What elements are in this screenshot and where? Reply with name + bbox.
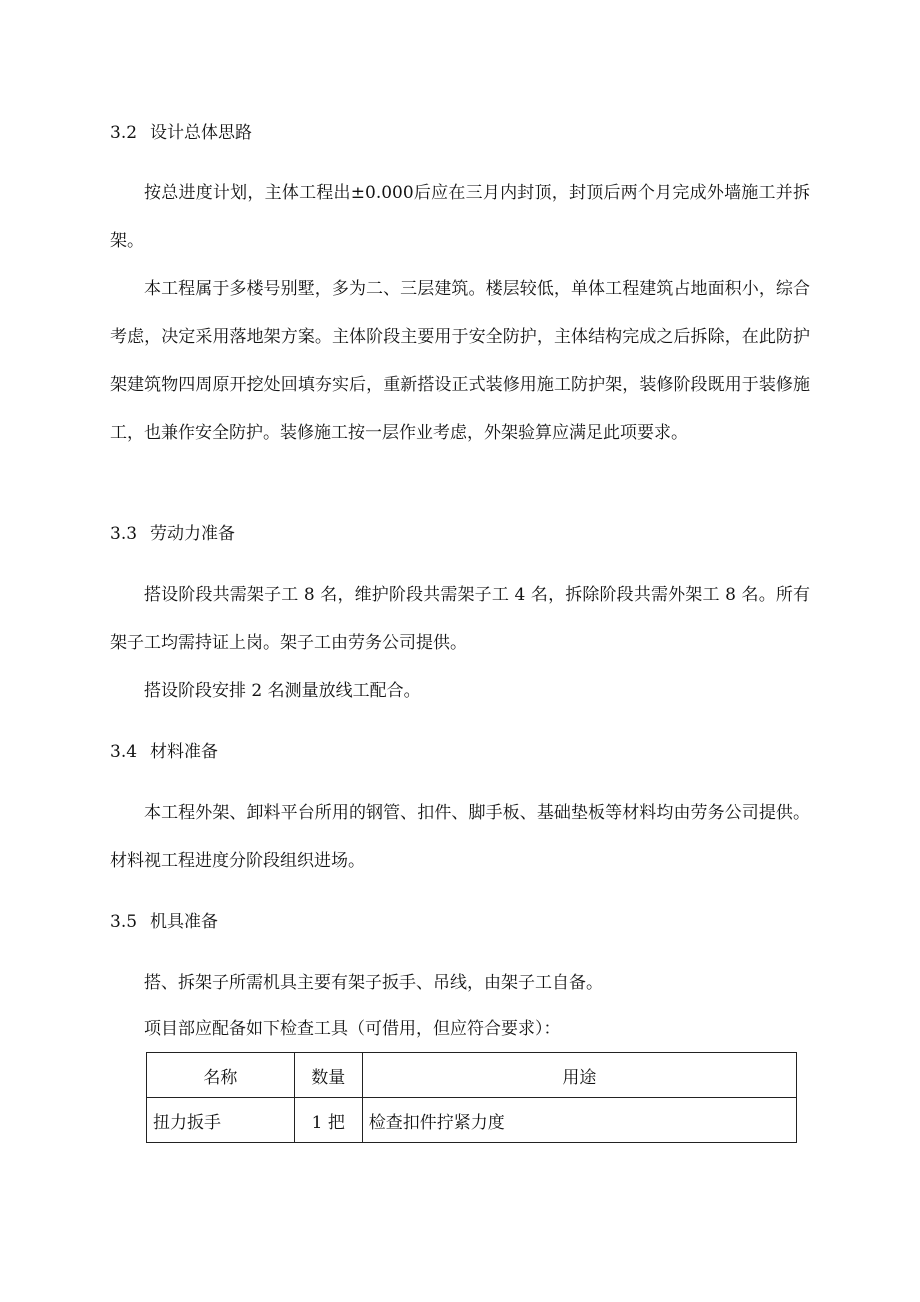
paragraph: 按总进度计划，主体工程出±0.000后应在三月内封顶，封顶后两个月完成外墙施工并拆架。	[110, 183, 810, 251]
section-heading-3-4	[110, 740, 218, 764]
section-number: 3.4	[110, 742, 138, 762]
paragraph: 搭、拆架子所需机具主要有架子扳手、吊线，由架子工自备。	[144, 973, 603, 993]
paragraph: 本工程属于多楼号别墅，多为二、三层建筑。楼层较低，单体工程建筑占地面积小，综合考虑，决定采用落地架方案。主体阶段主要用于安全防护，主体结构完成之后拆除，在此防护架建筑物四周原开挖处回填夯实后，重新搭设正式装修用施工防护架，装修阶段既用于装修施工，也兼作安全防护。装修施工按一层作业考虑，外架验算应满足此项要求。	[110, 279, 810, 443]
table-header-row	[147, 1053, 797, 1098]
paragraph: 项目部应配备如下检查工具（可借用，但应符合要求）：	[144, 1019, 561, 1039]
section-number: 3.2	[110, 123, 138, 143]
section-title: 设计总体思路	[150, 123, 252, 143]
header-usage: 用途	[362, 1053, 796, 1098]
header-name: 名称	[147, 1053, 295, 1098]
section-title: 劳动力准备	[150, 524, 235, 544]
section-heading-3-3	[110, 522, 235, 546]
section-heading-3-5	[110, 910, 218, 934]
section-heading-3-2	[110, 121, 252, 145]
cell-name: 扭力扳手	[147, 1098, 295, 1143]
section-number: 3.3	[110, 524, 138, 544]
cell-quantity: 1 把	[294, 1098, 362, 1143]
section-title: 机具准备	[150, 912, 218, 932]
table-row	[147, 1098, 797, 1143]
paragraph: 本工程外架、卸料平台所用的钢管、扣件、脚手板、基础垫板等材料均由劳务公司提供。材料视工程进度分阶段组织进场。	[110, 803, 810, 871]
section-number: 3.5	[110, 912, 138, 932]
cell-usage: 检查扣件拧紧力度	[362, 1098, 796, 1143]
paragraph: 搭设阶段安排 2 名测量放线工配合。	[144, 681, 421, 701]
tools-table	[146, 1052, 797, 1143]
paragraph: 搭设阶段共需架子工 8 名，维护阶段共需架子工 4 名，拆除阶段共需外架工 8 名。所有架子工均需持证上岗。架子工由劳务公司提供。	[110, 585, 810, 653]
header-quantity: 数量	[294, 1053, 362, 1098]
section-title: 材料准备	[150, 742, 218, 762]
